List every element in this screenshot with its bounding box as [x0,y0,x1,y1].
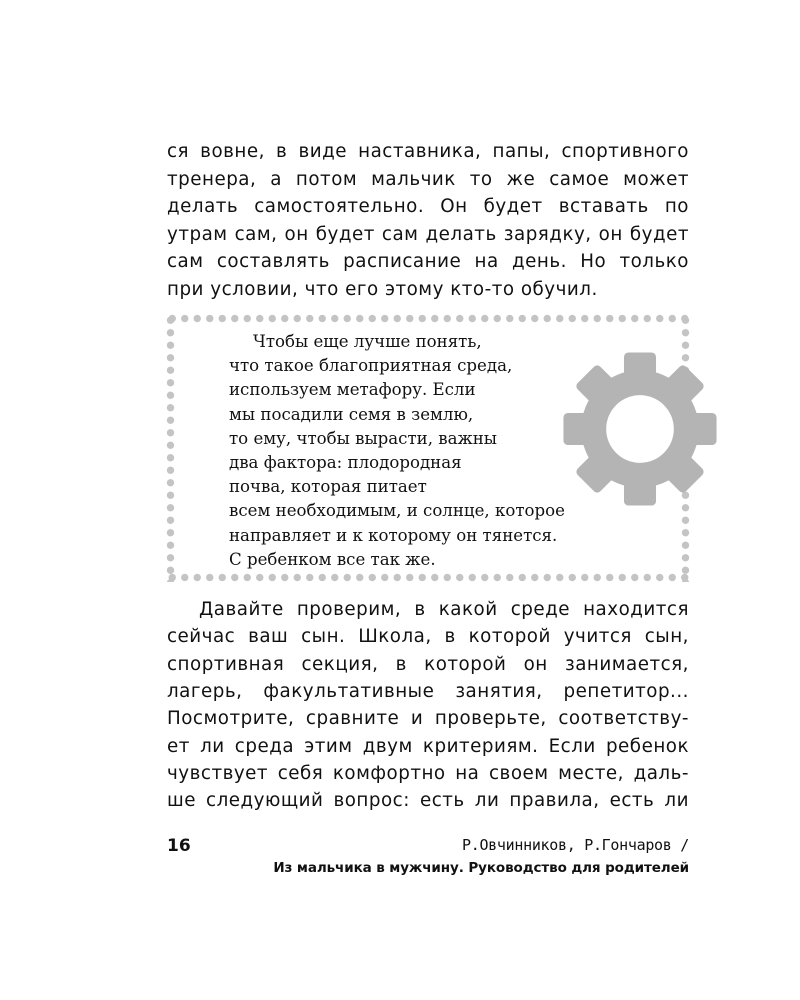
footer-authors: Р.Овчинников, Р.Гончаров / [461,836,689,854]
body-paragraph-bottom [167,596,689,826]
text-line: Посмотрите, сравните и проверьте, соответству- [167,708,689,730]
callout-line: почва, которая питает [229,477,427,497]
callout-text [229,330,565,572]
text-line: ет ли среда этим двум критериям. Если ребенок [167,735,689,757]
text-line: лагерь, факультативные занятия, репетитор... [167,680,689,702]
gear-icon [551,340,729,518]
text-line: сейчас ваш сын. Школа, в которой учится сын, [167,626,689,648]
callout-box [166,314,690,582]
callout-line: мы посадили семя в землю, [229,404,474,424]
dotted-border-top [166,314,690,323]
dotted-border-left [166,314,175,582]
text-line: спортивная секция, в которой он занимается, [167,653,689,675]
text-line: ше следующий вопрос: есть ли правила, есть ли [167,790,689,812]
text-line: сам составлять расписание на день. Но только [167,251,689,272]
callout-line: что такое благоприятная среда, [229,356,513,376]
callout-line: С ребенком все так же. [229,549,436,569]
callout-line: то ему, чтобы вырасти, важны [229,428,498,448]
callout-line: всем необходимым, и солнце, которое [229,501,565,521]
page-number: 16 [167,836,191,856]
callout-line: используем метафору. Если [229,380,476,400]
callout-line: направляет и к которому он тянется. [229,525,558,545]
text-line: при условии, что его этому кто-то обучил. [167,278,598,300]
text-line: Давайте проверим, в какой среде находится [199,599,689,620]
footer-book-title: Из мальчика в мужчину. Руководство для родителей [273,860,689,876]
body-paragraph-top [167,138,689,308]
text-line: утрам сам, он будет сам делать зарядку, он будет [167,223,689,245]
text-line: чувствует себя комфортно на своем месте, даль- [167,762,689,784]
text-line: делать самостоятельно. Он будет вставать по [167,196,689,217]
callout-line: два фактора: плодородная [229,452,462,472]
text-line: ся вовне, в виде наставника, папы, спортивного [167,141,689,162]
callout-line: Чтобы еще лучше понять, [253,332,482,351]
text-line: тренера, а потом мальчик то же самое может [167,168,689,190]
dotted-border-bottom [166,573,690,582]
